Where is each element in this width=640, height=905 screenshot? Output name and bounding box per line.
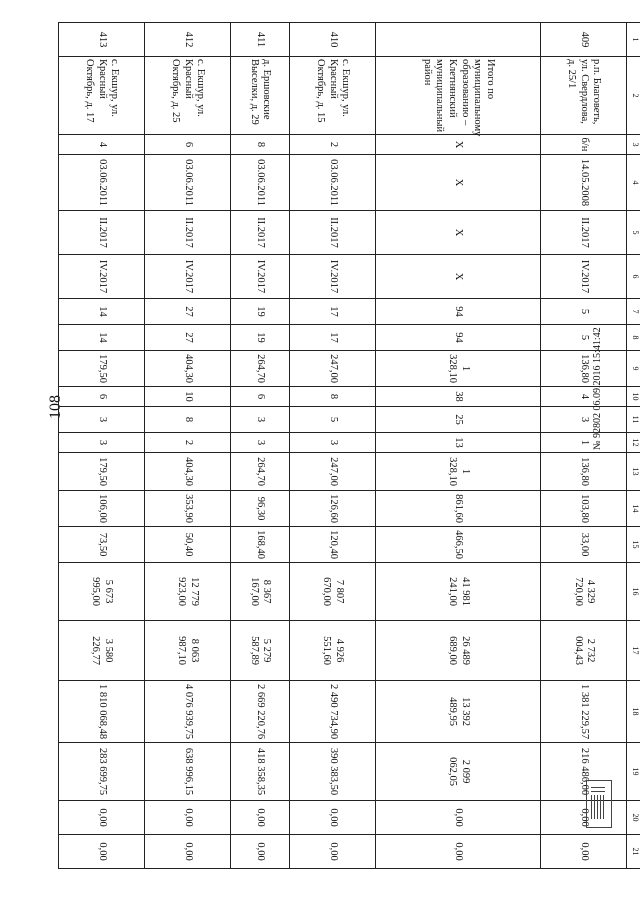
table-cell: 179,50 [59, 351, 145, 387]
table-cell: IV.2017 [541, 255, 627, 299]
table-cell: 26 489 689,00 [375, 621, 540, 681]
table-cell: 8 063 987,10 [144, 621, 230, 681]
table-cell: 3 [59, 407, 145, 433]
col-number: 12 [627, 433, 640, 453]
table-row [59, 23, 145, 869]
table-cell: 0,00 [375, 835, 540, 869]
col-number: 15 [627, 527, 640, 563]
col-number: 5 [627, 211, 640, 255]
table-row [375, 23, 540, 869]
col-number: 20 [627, 801, 640, 835]
table-cell: 4 [541, 387, 627, 407]
table-row [290, 23, 376, 869]
table-cell: 14 [59, 299, 145, 325]
table-cell: 264,70 [230, 351, 289, 387]
table-cell [375, 23, 540, 57]
table-row [541, 23, 627, 869]
table-cell: д. Ершовские Выселки, д. 29 [230, 57, 289, 135]
registration-stamp: № 92802 06.09.2016 15:41:42 [592, 327, 603, 450]
table-cell: 409 [541, 23, 627, 57]
table-cell: IV.2017 [230, 255, 289, 299]
table-cell: 404,30 [144, 351, 230, 387]
table-cell: р.п. Благоветь, ул. Свердлова, д. 25/1 [541, 57, 627, 135]
col-number: 19 [627, 743, 640, 801]
table-cell: II.2017 [290, 211, 376, 255]
table-cell: II.2017 [59, 211, 145, 255]
table-cell: 5 [541, 325, 627, 351]
table-cell: 41 981 241,00 [375, 563, 540, 621]
col-number: 2 [627, 57, 640, 135]
table-cell: 38 [375, 387, 540, 407]
table-cell: 19 [230, 325, 289, 351]
table-cell: 17 [290, 325, 376, 351]
table-cell: 410 [290, 23, 376, 57]
col-number: 7 [627, 299, 640, 325]
table-cell: 94 [375, 299, 540, 325]
table-cell: 2 [290, 135, 376, 155]
col-number: 11 [627, 407, 640, 433]
col-number: 1 [627, 23, 640, 57]
table-cell: 0,00 [144, 835, 230, 869]
table-cell: 50,40 [144, 527, 230, 563]
table-cell: 5 673 995,00 [59, 563, 145, 621]
table-cell: 13 [375, 433, 540, 453]
col-number: 18 [627, 681, 640, 743]
table-cell: 3 [541, 407, 627, 433]
table-cell: 418 358,35 [230, 743, 289, 801]
table-cell: 1 381 229,57 [541, 681, 627, 743]
table-cell: 2 490 734,90 [290, 681, 376, 743]
table-cell: 411 [230, 23, 289, 57]
table-cell: 1 328,10 [375, 351, 540, 387]
table-cell: 136,80 [541, 351, 627, 387]
table-cell: 13 392 489,95 [375, 681, 540, 743]
table-cell: IV.2017 [290, 255, 376, 299]
table-cell: 3 [290, 433, 376, 453]
table-cell: с. Екшур, ул. Красный Октябрь, д. 15 [290, 57, 376, 135]
registration-stamp-icon [586, 780, 612, 828]
table-cell: 247,00 [290, 453, 376, 491]
col-number: 8 [627, 325, 640, 351]
col-number: 14 [627, 491, 640, 527]
table-cell: 8 [290, 387, 376, 407]
table-cell: 0,00 [59, 801, 145, 835]
table-cell: 466,50 [375, 527, 540, 563]
table-cell: 1 [541, 433, 627, 453]
table-cell: 0,00 [541, 835, 627, 869]
table-cell: 17 [290, 299, 376, 325]
table-cell: 0,00 [375, 801, 540, 835]
table-cell: 8 [144, 407, 230, 433]
table-cell: IV.2017 [144, 255, 230, 299]
table-cell: 103,80 [541, 491, 627, 527]
table-cell: II.2017 [541, 211, 627, 255]
table-cell: 3 [230, 407, 289, 433]
table-cell: 179,50 [59, 453, 145, 491]
col-number: 21 [627, 835, 640, 869]
col-number: 6 [627, 255, 640, 299]
table-cell: 5 [541, 299, 627, 325]
table-cell: б/н [541, 135, 627, 155]
table-cell: X [375, 135, 540, 155]
table-cell: Итого по муниципальному образованию – Клетнянский муниципальный район [375, 57, 540, 135]
table-cell: II.2017 [230, 211, 289, 255]
table-cell: 27 [144, 325, 230, 351]
table-cell: 8 [230, 135, 289, 155]
table-cell: X [375, 155, 540, 211]
table-cell: 1 810 068,48 [59, 681, 145, 743]
table-cell: 03.06.2011 [230, 155, 289, 211]
table-cell: 2 099 062,05 [375, 743, 540, 801]
table-cell: 7 807 670,00 [290, 563, 376, 621]
table-container [58, 22, 640, 861]
table-cell: 120,40 [290, 527, 376, 563]
table-row [144, 23, 230, 869]
page-number: 108 [47, 395, 64, 419]
table-cell: с. Екшур, ул. Красный Октябрь, д. 25 [144, 57, 230, 135]
table-cell: 27 [144, 299, 230, 325]
table-cell: 861,60 [375, 491, 540, 527]
table-cell: 4 [59, 135, 145, 155]
table-cell: 14 [59, 325, 145, 351]
table-cell: 413 [59, 23, 145, 57]
table-cell: 264,70 [230, 453, 289, 491]
table-cell: 8 367 167,00 [230, 563, 289, 621]
table-cell: 25 [375, 407, 540, 433]
table-cell: 73,50 [59, 527, 145, 563]
table-cell: 0,00 [144, 801, 230, 835]
table-cell: 0,00 [230, 835, 289, 869]
table-cell: 0,00 [290, 835, 376, 869]
table-cell: 2 732 004,43 [541, 621, 627, 681]
table-row [230, 23, 289, 869]
table-cell: 14.05.2008 [541, 155, 627, 211]
table-cell: 5 279 587,89 [230, 621, 289, 681]
col-number: 10 [627, 387, 640, 407]
table-cell: 4 076 939,75 [144, 681, 230, 743]
table-cell: 353,90 [144, 491, 230, 527]
table-cell: 19 [230, 299, 289, 325]
col-number: 16 [627, 563, 640, 621]
table-cell: 404,30 [144, 453, 230, 491]
table-cell: 0,00 [59, 835, 145, 869]
table-cell: 0,00 [541, 801, 627, 835]
table-cell: 6 [144, 135, 230, 155]
table-cell: 2 [144, 433, 230, 453]
table-cell: 4 329 720,00 [541, 563, 627, 621]
table-cell: 33,00 [541, 527, 627, 563]
table-cell: 03.06.2011 [144, 155, 230, 211]
register-table [58, 22, 640, 869]
table-cell: 168,40 [230, 527, 289, 563]
table-cell: с. Екшур, ул. Красный Октябрь, д. 17 [59, 57, 145, 135]
table-cell: IV.2017 [59, 255, 145, 299]
table-cell: 2 669 220,76 [230, 681, 289, 743]
table-cell: 6 [59, 387, 145, 407]
table-cell: 283 699,75 [59, 743, 145, 801]
column-number-row [627, 23, 640, 869]
table-cell: 6 [230, 387, 289, 407]
col-number: 17 [627, 621, 640, 681]
table-cell: 126,60 [290, 491, 376, 527]
table-cell: 247,00 [290, 351, 376, 387]
table-cell: 3 [59, 433, 145, 453]
table-cell: 03.06.2011 [59, 155, 145, 211]
table-cell: 136,80 [541, 453, 627, 491]
table-cell: 1 328,10 [375, 453, 540, 491]
table-cell: 5 [290, 407, 376, 433]
table-cell: X [375, 211, 540, 255]
table-cell: 638 996,15 [144, 743, 230, 801]
col-number: 3 [627, 135, 640, 155]
table-cell: 10 [144, 387, 230, 407]
table-cell: 106,00 [59, 491, 145, 527]
table-cell: 96,30 [230, 491, 289, 527]
table-cell: 3 [230, 433, 289, 453]
table-cell: 412 [144, 23, 230, 57]
table-cell: 03.06.2011 [290, 155, 376, 211]
table-cell: 4 926 551,60 [290, 621, 376, 681]
table-cell: 0,00 [290, 801, 376, 835]
table-cell: 94 [375, 325, 540, 351]
table-cell: II.2017 [144, 211, 230, 255]
col-number: 9 [627, 351, 640, 387]
col-number: 13 [627, 453, 640, 491]
table-cell: 390 383,50 [290, 743, 376, 801]
col-number: 4 [627, 155, 640, 211]
table-cell: 12 779 923,00 [144, 563, 230, 621]
table-cell: 216 486,00 [541, 743, 627, 801]
table-cell: X [375, 255, 540, 299]
table-cell: 0,00 [230, 801, 289, 835]
table-cell: 3 580 226,77 [59, 621, 145, 681]
